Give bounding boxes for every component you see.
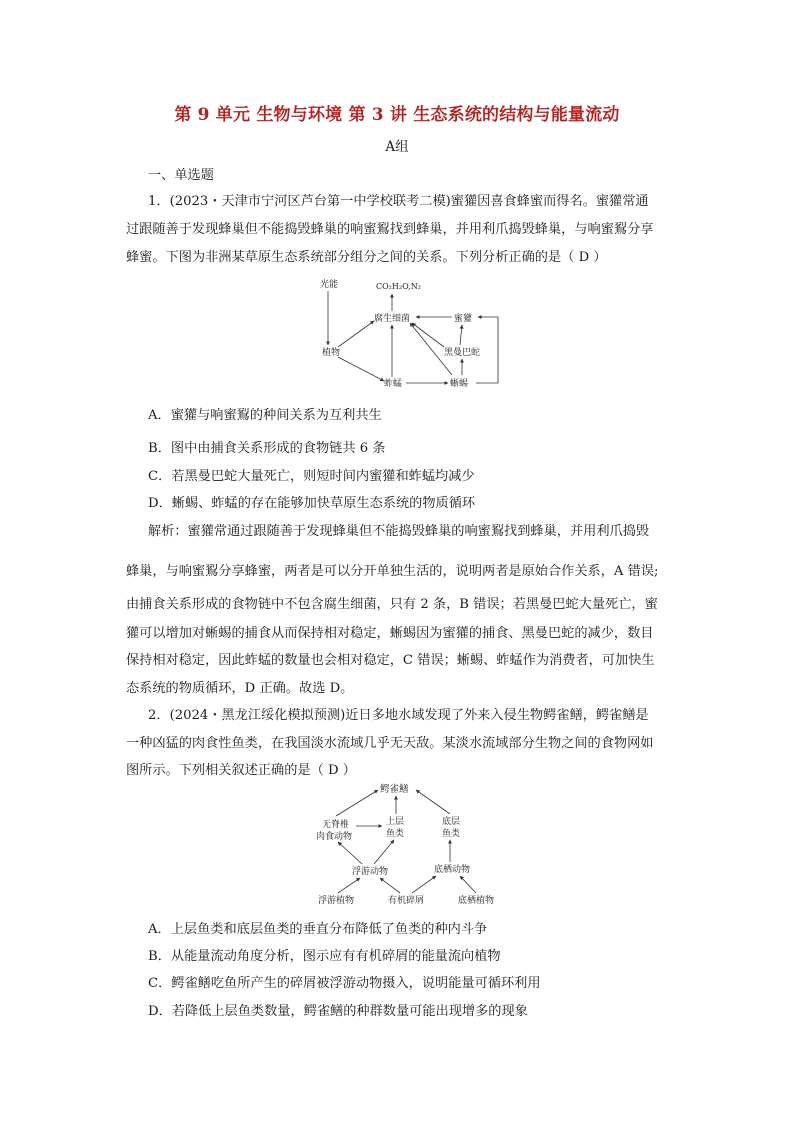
q1-option-b: B．图中由捕食关系形成的食物链共 6 条 [148, 441, 386, 456]
arrow-plant-grasshopper [338, 357, 384, 381]
q1-analysis-line: 态系统的物质循环，D 正确。故选 D。 [126, 681, 354, 696]
arrow-benthic-plants-benthos [460, 876, 476, 893]
q1-option-d: D．蜥蜴、蚱蜢的存在能够加快草原生态系统的物质循环 [148, 496, 476, 511]
node-upper-2: 鱼类 [386, 829, 405, 839]
node-invertebrate-1: 无脊椎 [322, 820, 350, 830]
group-label: A组 [385, 139, 409, 155]
q2-option-c: C．鳄雀鳝吃鱼所产生的碎屑被浮游动物摄入，说明能量可循环利用 [148, 976, 541, 991]
node-phytoplankton: 浮游植物 [318, 896, 355, 906]
arrow-zooplankton-upper [374, 840, 394, 864]
node-plant: 植物 [322, 348, 341, 358]
node-decomposer: 腐生细菌 [374, 314, 411, 324]
q2-line: 2．(2024・黑龙江绥化模拟预测)近日多地水域发现了外来入侵生物鳄雀鳝，鳄雀鳝是 [148, 708, 649, 723]
q1-line: 过跟随善于发现蜂巢但不能捣毁蜂巢的响蜜鴷找到蜂巢，并用利爪捣毁蜂巢，与响蜜鴷分享 [126, 222, 654, 237]
node-detritus: 有机碎屑 [388, 896, 425, 906]
arrow-detritus-zooplankton [380, 878, 400, 893]
node-mamba: 黑曼巴蛇 [444, 348, 481, 358]
node-co2: CO₂H₂O,N₂ [376, 282, 421, 291]
arrow-mamba-badger [460, 325, 462, 345]
q1-analysis-line: 由捕食关系形成的食物链中不包含腐生细菌，只有 2 条，B 错误；若黑曼巴蛇大量死亡，蜜 [126, 597, 658, 612]
q2-option-a: A．上层鱼类和底层鱼类的垂直分布降低了鱼类的种内斗争 [148, 922, 488, 937]
node-lizard: 蜥蜴 [450, 379, 469, 389]
node-benthos: 底栖动物 [434, 865, 471, 875]
q2-option-d: D．若降低上层鱼类数量，鳄雀鳝的种群数量可能出现增多的现象 [148, 1004, 528, 1019]
page-title: 第 9 单元 生物与环境 第 3 讲 生态系统的结构与能量流动 [174, 105, 620, 125]
q1-line: 1．(2023・天津市宁河区芦台第一中学校联考二模)蜜獾因喜食蜂蜜而得名。蜜獾常通 [148, 194, 649, 209]
q1-ecosystem-diagram [312, 275, 512, 395]
node-grasshopper: 蚱蜢 [384, 379, 403, 389]
arrow-detritus-benthos [412, 876, 436, 893]
node-light: 光能 [320, 280, 339, 290]
node-invertebrate-2: 肉食动物 [316, 832, 353, 842]
q1-option-c: C．若黑曼巴蛇大量死亡，则短时间内蜜獾和蚱蜢均减少 [148, 469, 475, 484]
arrow-phytoplankton-zooplankton [338, 878, 360, 893]
q2-option-b: B．从能量流动角度分析，图示应有有机碎屑的能量流向植物 [148, 949, 501, 964]
node-benthic-plants: 底栖植物 [458, 896, 495, 906]
q1-analysis-line: 保持相对稳定，因此蚱蜢的数量也会相对稳定，C 错误；蜥蜴、蚱蜢作为消费者，可加快生 [126, 653, 655, 668]
q2-line: 图所示。下列相关叙述正确的是（ D ） [126, 763, 356, 778]
node-bottom-2: 鱼类 [442, 829, 461, 839]
node-gar: 鳄雀鳝 [380, 784, 409, 795]
arrow-plant-decomposer [338, 321, 374, 347]
section-heading: 一、单选题 [148, 168, 214, 183]
q1-line: 蜂蜜。下图为非洲某草原生态系统部分组分之间的关系。下列分析正确的是（ D ） [126, 250, 607, 265]
q2-line: 一种凶猛的肉食性鱼类，在我国淡水流域几乎无天敌。某淡水流域部分生物之间的食物网如 [126, 736, 654, 751]
q1-analysis-line: 獾可以增加对蜥蜴的捕食从而保持相对稳定，蜥蜴因为蜜獾的捕食、黑曼巴蛇的减少，数目 [126, 626, 654, 641]
node-zooplankton: 浮游动物 [352, 867, 389, 877]
node-upper-1: 上层 [386, 817, 405, 827]
arrow-zooplankton-invertebrate [338, 842, 362, 864]
arrow-mamba-decomposer [412, 323, 444, 347]
node-badger: 蜜獾 [454, 314, 473, 324]
q1-analysis-line: 解析：蜜獾常通过跟随善于发现蜂巢但不能捣毁蜂巢的响蜜鴷找到蜂巢，并用利爪捣毁 [148, 524, 650, 539]
node-bottom-1: 底层 [442, 817, 461, 827]
q1-analysis-line: 蜂巢，与响蜜鴷分享蜂蜜，两者是可以分开单独生活的，说明两者是原始合作关系，A 错误; [126, 564, 659, 579]
q2-food-web-diagram [300, 780, 520, 910]
arrow-invertebrate-gar [336, 790, 378, 816]
q1-option-a: A．蜜獾与响蜜鴷的种间关系为互利共生 [148, 408, 382, 423]
arrow-bottom-gar [416, 790, 450, 814]
